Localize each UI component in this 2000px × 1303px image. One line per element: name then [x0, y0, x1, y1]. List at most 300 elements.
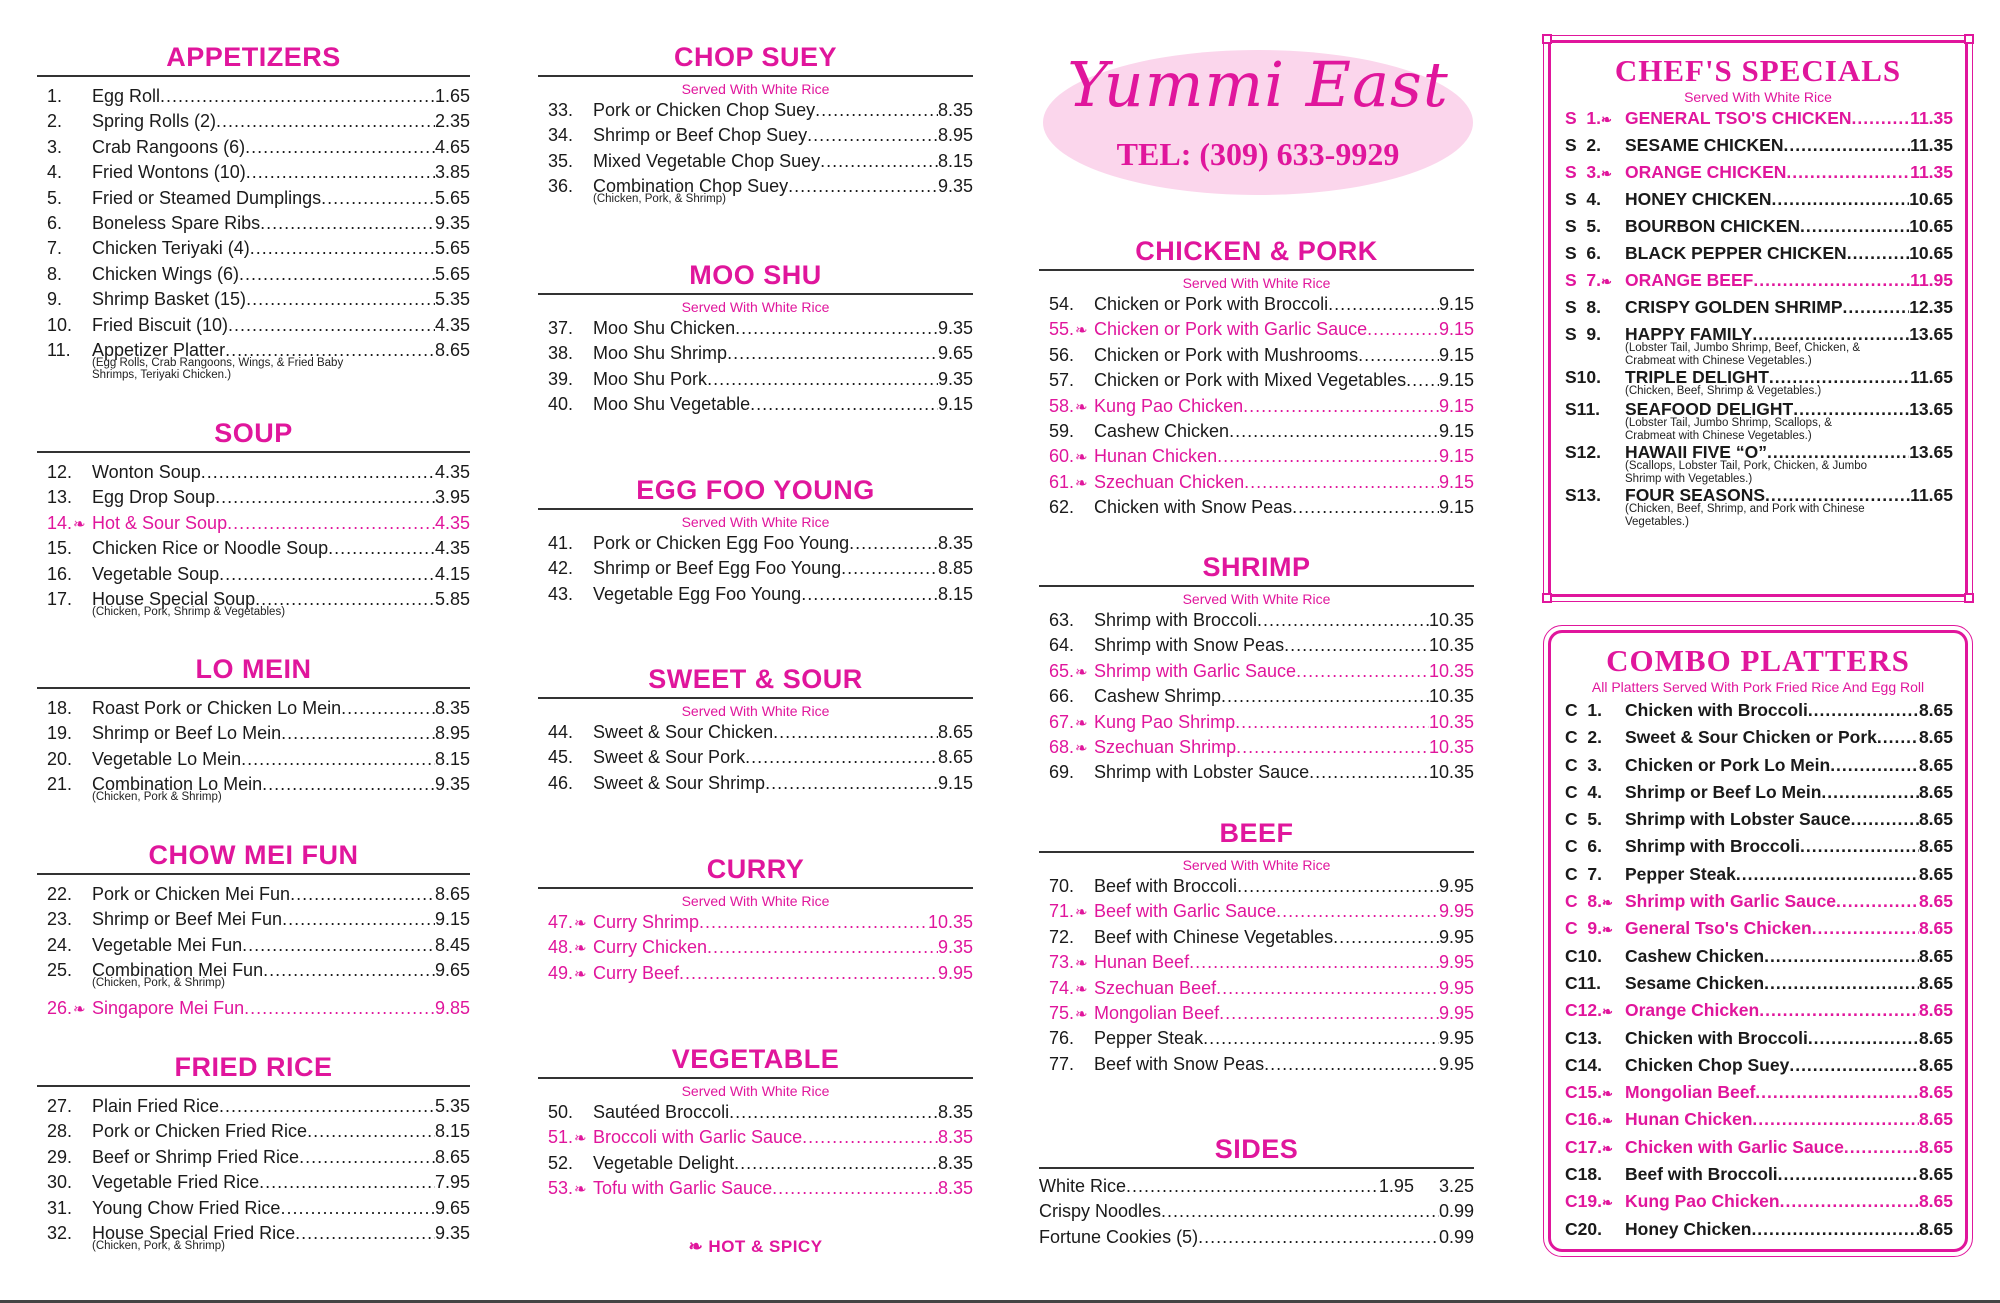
item-number	[1039, 344, 1094, 366]
item-name: Singapore Mei Fun	[92, 998, 245, 1019]
dot-leader	[1358, 344, 1439, 366]
item-number-text: 61.	[1049, 471, 1075, 492]
item-name: Shrimp with Broccoli	[1094, 610, 1258, 630]
item-name: Shrimp with Lobster Sauce	[1094, 762, 1310, 783]
menu-item	[1039, 318, 1474, 343]
item-price: 9.95	[1438, 876, 1474, 896]
item-name: Chicken with Garlic Sauce	[1625, 1136, 1844, 1157]
item-name: Pepper Steak	[1094, 1028, 1204, 1049]
dot-leader	[216, 110, 435, 132]
dot-leader	[750, 393, 938, 415]
menu-item	[37, 136, 470, 161]
menu-item	[538, 962, 973, 987]
menu-item	[37, 1120, 470, 1145]
hot-spicy-icon: ❧	[1601, 895, 1613, 911]
item-number-text: 23.	[47, 909, 73, 930]
item-price: 1.65	[434, 86, 470, 106]
item-number-text: 69.	[1049, 762, 1075, 783]
dot-leader	[1237, 875, 1439, 897]
item-name: Sesame Chicken	[1625, 972, 1765, 993]
item-code-text: C17.	[1565, 1136, 1602, 1157]
menu-item	[1039, 900, 1474, 925]
item-name: Hunan Chicken	[1625, 1109, 1753, 1130]
menu-item	[37, 161, 470, 186]
menu-item	[1039, 685, 1474, 710]
combo-item	[1551, 1136, 1965, 1163]
hot-spicy-icon: ❧	[1075, 474, 1088, 492]
item-name: Chicken or Pork with Garlic Sauce	[1094, 319, 1368, 340]
dot-leader	[1257, 609, 1429, 631]
item-code-text: C12.	[1565, 1000, 1602, 1021]
item-number	[1039, 395, 1094, 419]
item-number-text: 12.	[47, 462, 73, 482]
item-price: 8.65	[434, 339, 470, 360]
item-list	[538, 721, 973, 797]
item-price: 4.35	[434, 462, 470, 482]
item-note: (Egg Rolls, Crab Rangoons, Wings, & Fried Baby Shrimps, Teriyaki Chicken.)	[92, 356, 344, 382]
hot-spicy-icon: ❧	[1075, 398, 1088, 416]
item-number-text: 59.	[1049, 420, 1075, 441]
menu-item	[37, 722, 470, 747]
item-note: (Chicken, Pork & Shrimp)	[92, 791, 222, 804]
dot-leader	[1333, 926, 1439, 948]
item-code-text: S11.	[1565, 399, 1601, 419]
item-number	[1039, 1002, 1094, 1026]
dot-leader	[246, 161, 435, 183]
item-number	[37, 212, 92, 234]
dot-leader	[282, 908, 435, 930]
item-name: ORANGE CHICKEN	[1625, 162, 1787, 182]
item-name: SESAME CHICKEN	[1625, 135, 1784, 155]
item-price: 9.15	[1438, 294, 1474, 314]
item-name: Vegetable Egg Foo Young	[593, 583, 802, 604]
item-price: 10.35	[1428, 610, 1474, 630]
item-name: Pork or Chicken Mei Fun	[92, 884, 291, 904]
item-number-text: 2.	[47, 111, 63, 132]
item-number	[538, 772, 593, 794]
item-number-text: 19.	[47, 723, 73, 744]
item-number-text: 77.	[1049, 1053, 1075, 1074]
item-number	[37, 934, 92, 956]
dot-leader	[1753, 269, 1910, 296]
menu-item	[37, 697, 470, 722]
section-title: APPETIZERS	[166, 42, 341, 72]
item-code-text: S 4.	[1565, 189, 1601, 209]
menu-item	[37, 314, 470, 339]
menu-item	[538, 746, 973, 771]
item-name: Pork or Chicken Egg Foo Young	[593, 533, 850, 553]
dot-leader	[263, 959, 435, 981]
dot-leader	[281, 722, 435, 744]
menu-item	[1039, 660, 1474, 685]
item-number-text: 30.	[47, 1172, 73, 1193]
item-price: 9.95	[1438, 1053, 1474, 1074]
item-price: 9.65	[434, 1197, 470, 1218]
item-code	[1565, 754, 1625, 781]
hot-spicy-icon: ❧	[1075, 955, 1088, 973]
menu-item	[37, 512, 470, 537]
item-name: Curry Chicken	[593, 937, 708, 958]
item-name: Shrimp Basket (15)	[92, 289, 247, 310]
menu-item	[37, 1171, 470, 1196]
item-price: 8.65	[1918, 754, 1953, 775]
combo-item	[1551, 699, 1965, 726]
item-name: Moo Shu Shrimp	[593, 343, 728, 364]
item-price: 9.95	[1438, 1002, 1474, 1023]
item-number	[538, 583, 593, 605]
item-number-text: 45.	[548, 747, 574, 768]
item-list	[538, 911, 973, 987]
item-price: 9.95	[1438, 977, 1474, 998]
section-moo-shu	[538, 260, 973, 419]
item-name: Hunan Beef	[1094, 952, 1190, 973]
item-number	[1039, 977, 1094, 1001]
item-price: 0.99	[1438, 1201, 1474, 1222]
item-price: 8.65	[1918, 781, 1953, 802]
menu-item	[37, 563, 470, 588]
item-name: Chicken Rice or Noodle Soup	[92, 538, 329, 559]
hot-spicy-icon: ❧	[1601, 112, 1612, 127]
item-list	[538, 1101, 973, 1203]
hot-spicy-icon: ❧	[1601, 1195, 1613, 1211]
hot-spicy-icon: ❧	[1601, 1140, 1613, 1156]
item-number-text: 71.	[1049, 901, 1075, 922]
item-price: 8.65	[1918, 863, 1953, 884]
menu-item	[1039, 420, 1474, 445]
special-item	[1551, 188, 1965, 215]
dot-leader	[734, 1152, 938, 1174]
item-number-text: 24.	[47, 934, 73, 955]
item-name: Kung Pao Chicken	[1625, 1191, 1780, 1212]
item-code-text: C 1.	[1565, 700, 1602, 720]
dot-leader	[290, 883, 435, 905]
item-number	[538, 1177, 593, 1201]
item-name: General Tso's Chicken	[1625, 918, 1812, 939]
menu-item	[37, 212, 470, 237]
item-name: Chicken or Pork Lo Mein	[1625, 754, 1831, 775]
menu-item	[1039, 736, 1474, 761]
item-price: 11.35	[1910, 135, 1953, 155]
menu-item	[538, 1101, 973, 1126]
dot-leader	[341, 697, 435, 719]
item-price: 10.65	[1909, 189, 1953, 209]
item-list	[37, 461, 470, 626]
item-code	[1565, 1190, 1625, 1217]
item-name: Cashew Chicken	[1625, 945, 1765, 966]
item-name: Szechuan Chicken	[1094, 471, 1245, 492]
chefs-specials-title: CHEF'S SPECIALS	[1614, 53, 1902, 88]
menu-item	[538, 1152, 973, 1177]
item-number-text: 52.	[548, 1152, 574, 1173]
item-number-text: 32.	[47, 1222, 73, 1243]
item-name: HAWAII FIVE “O”	[1625, 442, 1767, 462]
item-number	[37, 1171, 92, 1193]
item-number-text: 14.	[47, 512, 73, 533]
hot-spicy-icon: ❧	[1075, 739, 1088, 757]
section-subtitle: Served With White Rice	[1182, 275, 1331, 291]
dot-leader	[841, 557, 938, 579]
item-name: Combination Lo Mein	[92, 774, 263, 795]
box-corner	[1964, 34, 1974, 44]
item-list	[37, 1095, 470, 1260]
item-number	[1039, 496, 1094, 518]
dot-leader	[262, 773, 435, 795]
dot-leader	[801, 583, 938, 605]
menu-item	[1039, 977, 1474, 1002]
combo-item	[1551, 917, 1965, 944]
divider	[538, 508, 973, 510]
menu-item	[37, 883, 470, 908]
item-name: Egg Roll	[92, 86, 161, 106]
item-code-text: C 9.	[1565, 918, 1602, 939]
item-number-text: 1.	[47, 86, 63, 106]
dot-leader	[820, 150, 938, 172]
menu-item	[1039, 1175, 1474, 1200]
special-item	[1551, 269, 1965, 296]
item-number	[37, 1120, 92, 1142]
item-price: 11.35	[1910, 108, 1953, 128]
item-name: Moo Shu Chicken	[593, 318, 736, 338]
item-name: Hot & Sour Soup	[92, 512, 228, 533]
item-number-text: 62.	[1049, 497, 1075, 518]
item-note: (Chicken, Pork, & Shrimp)	[593, 193, 726, 206]
section-subtitle: Served With White Rice	[681, 703, 830, 719]
item-code	[1565, 296, 1625, 323]
item-number-text: 70.	[1049, 876, 1075, 896]
item-number-text: 54.	[1049, 294, 1075, 314]
item-number-text: 73.	[1049, 952, 1075, 973]
item-price: 8.65	[1918, 1218, 1953, 1239]
item-number	[538, 99, 593, 121]
section-title: FRIED RICE	[174, 1052, 333, 1082]
item-code-text: C 3.	[1565, 754, 1602, 775]
item-name: Curry Shrimp	[593, 912, 700, 932]
item-code	[1565, 161, 1625, 188]
menu-item	[1039, 761, 1474, 786]
item-name: Pepper Steak	[1625, 863, 1736, 884]
item-name: Vegetable Lo Mein	[92, 748, 242, 769]
item-code-text: S 9.	[1565, 324, 1601, 344]
hot-spicy-icon: ❧	[1601, 922, 1613, 938]
item-code	[1565, 484, 1625, 527]
item-code-text: S 6.	[1565, 243, 1601, 263]
item-name: Plain Fried Rice	[92, 1096, 220, 1116]
dot-leader	[1764, 972, 1919, 999]
item-name: House Special Soup	[92, 588, 256, 609]
combo-item	[1551, 863, 1965, 890]
hot-spicy-icon: ❧	[1075, 322, 1088, 340]
dot-leader	[1800, 215, 1909, 242]
menu-item	[37, 908, 470, 933]
divider	[538, 1077, 973, 1079]
item-price: 9.15	[1438, 420, 1474, 441]
combo-item	[1551, 1218, 1965, 1245]
item-number	[37, 1146, 92, 1168]
dot-leader	[1751, 1218, 1919, 1245]
item-number-text: 49.	[548, 962, 574, 983]
item-number-text: 21.	[47, 774, 73, 795]
item-number-text: 29.	[47, 1146, 73, 1167]
dot-leader	[765, 772, 938, 794]
menu-item	[37, 1095, 470, 1120]
item-price: 9.35	[937, 176, 973, 197]
special-item	[1551, 296, 1965, 323]
divider	[37, 451, 470, 453]
item-price: 9.95	[1438, 1028, 1474, 1049]
item-number	[1039, 1027, 1094, 1049]
item-name: Chicken Wings (6)	[92, 263, 240, 284]
item-price: 9.15	[434, 909, 470, 930]
item-name: BLACK PEPPER CHICKEN	[1625, 243, 1847, 263]
menu-item	[538, 936, 973, 961]
item-number-text: 58.	[1049, 395, 1075, 416]
hot-spicy-icon: ❧	[1601, 274, 1612, 289]
item-name: House Special Fried Rice	[92, 1222, 296, 1243]
section-subtitle: Served With White Rice	[681, 514, 830, 530]
item-price: 9.35	[937, 318, 973, 338]
item-name: Shrimp with Lobster Sauce	[1625, 809, 1851, 830]
item-code	[1565, 726, 1625, 753]
menu-item	[538, 911, 973, 936]
item-number-text: 26.	[47, 998, 73, 1019]
menu-item	[538, 1177, 973, 1202]
item-number	[37, 187, 92, 209]
item-number	[37, 883, 92, 905]
dot-leader	[1236, 736, 1429, 758]
dot-leader	[1198, 1226, 1439, 1248]
item-number	[37, 722, 92, 744]
item-name: Shrimp with Broccoli	[1625, 836, 1801, 857]
item-code	[1565, 107, 1625, 134]
item-number-text: 64.	[1049, 635, 1075, 656]
menu-item	[538, 175, 973, 213]
menu-item	[1039, 926, 1474, 951]
dot-leader	[307, 1120, 435, 1142]
item-name: Kung Pao Shrimp	[1094, 711, 1236, 732]
hot-spicy-icon: ❧	[574, 940, 587, 958]
dot-leader	[246, 288, 435, 310]
item-number	[538, 368, 593, 390]
item-name: Chicken with Broccoli	[1625, 700, 1808, 720]
item-name: Moo Shu Vegetable	[593, 394, 751, 415]
item-name: Shrimp with Garlic Sauce	[1625, 891, 1837, 912]
item-number-text: 38.	[548, 343, 574, 364]
item-price: 8.65	[434, 884, 470, 904]
menu-item	[37, 85, 470, 110]
item-price: 4.35	[434, 512, 470, 533]
item-number	[1039, 660, 1094, 684]
item-number-text: 17.	[47, 588, 73, 609]
item-price: 8.65	[1918, 1000, 1953, 1021]
menu-item	[1039, 875, 1474, 900]
dot-leader	[215, 486, 435, 508]
item-price: 8.15	[937, 150, 973, 171]
menu-item	[37, 537, 470, 562]
item-number-text: 56.	[1049, 344, 1075, 365]
hot-spicy-icon: ❧	[574, 1181, 587, 1199]
item-number	[37, 697, 92, 719]
menu-item	[538, 99, 973, 124]
item-name: HONEY CHICKEN	[1625, 189, 1772, 209]
item-price: 9.35	[937, 937, 973, 958]
item-name: Sweet & Sour Pork	[593, 747, 746, 768]
item-number-text: 68.	[1049, 736, 1075, 757]
item-price: 9.15	[1438, 446, 1474, 467]
dot-leader	[707, 936, 938, 958]
item-number-text: 15.	[47, 538, 73, 559]
dot-leader	[1309, 761, 1429, 783]
item-number	[1039, 369, 1094, 391]
item-name: Pork or Chicken Chop Suey	[593, 100, 816, 120]
menu-item	[1039, 1200, 1474, 1225]
item-name: Roast Pork or Chicken Lo Mein	[92, 698, 342, 718]
item-price: 13.65	[1909, 399, 1953, 419]
item-price: 4.15	[434, 563, 470, 584]
section-title: CURRY	[706, 854, 805, 884]
hot-spicy-icon: ❧	[1601, 1113, 1613, 1129]
item-price: 11.95	[1910, 270, 1953, 290]
section-subtitle: Served With White Rice	[681, 1083, 830, 1099]
item-number-text: 36.	[548, 176, 574, 197]
dot-leader	[1244, 471, 1439, 493]
item-name: Fried or Steamed Dumplings	[92, 187, 322, 208]
dot-leader	[1189, 951, 1439, 973]
item-price: 9.65	[434, 960, 470, 981]
dot-leader	[772, 1177, 938, 1199]
item-number	[37, 588, 92, 610]
item-price: 8.95	[434, 723, 470, 744]
item-number-text: 75.	[1049, 1002, 1075, 1023]
item-price: 7.95	[434, 1172, 470, 1193]
item-price: 9.15	[1438, 471, 1474, 492]
item-price: 9.95	[937, 962, 973, 983]
dot-leader	[1296, 660, 1429, 682]
item-list	[37, 697, 470, 811]
special-item	[1551, 242, 1965, 269]
section-subtitle: Served With White Rice	[681, 893, 830, 909]
dot-leader	[260, 212, 435, 234]
item-name: White Rice	[1039, 1176, 1127, 1196]
item-code-text: C18.	[1565, 1164, 1602, 1185]
item-number	[37, 773, 92, 795]
dot-leader	[1328, 293, 1439, 315]
section-title: CHOP SUEY	[673, 42, 838, 72]
dot-leader	[1830, 754, 1919, 781]
item-price: 9.65	[937, 343, 973, 364]
item-code	[1565, 972, 1625, 999]
item-price: 8.65	[1918, 1109, 1953, 1130]
menu-item	[538, 721, 973, 746]
menu-item	[37, 748, 470, 773]
item-price: 9.35	[434, 212, 470, 233]
item-price: 8.65	[1918, 972, 1953, 993]
menu-item	[37, 486, 470, 511]
dot-leader	[1284, 634, 1429, 656]
item-price: 9.35	[434, 774, 470, 795]
item-number-text: 5.	[47, 187, 63, 208]
item-price: 8.35	[937, 533, 973, 553]
combo-item	[1551, 999, 1965, 1026]
divider	[1039, 1167, 1474, 1169]
item-price: 4.35	[434, 538, 470, 559]
dot-leader	[280, 1197, 435, 1219]
combo-item	[1551, 1027, 1965, 1054]
menu-item	[1039, 1002, 1474, 1027]
item-number	[37, 461, 92, 483]
item-list	[538, 317, 973, 419]
item-price: 10.35	[1428, 686, 1474, 707]
item-name: HAPPY FAMILY	[1625, 324, 1753, 344]
